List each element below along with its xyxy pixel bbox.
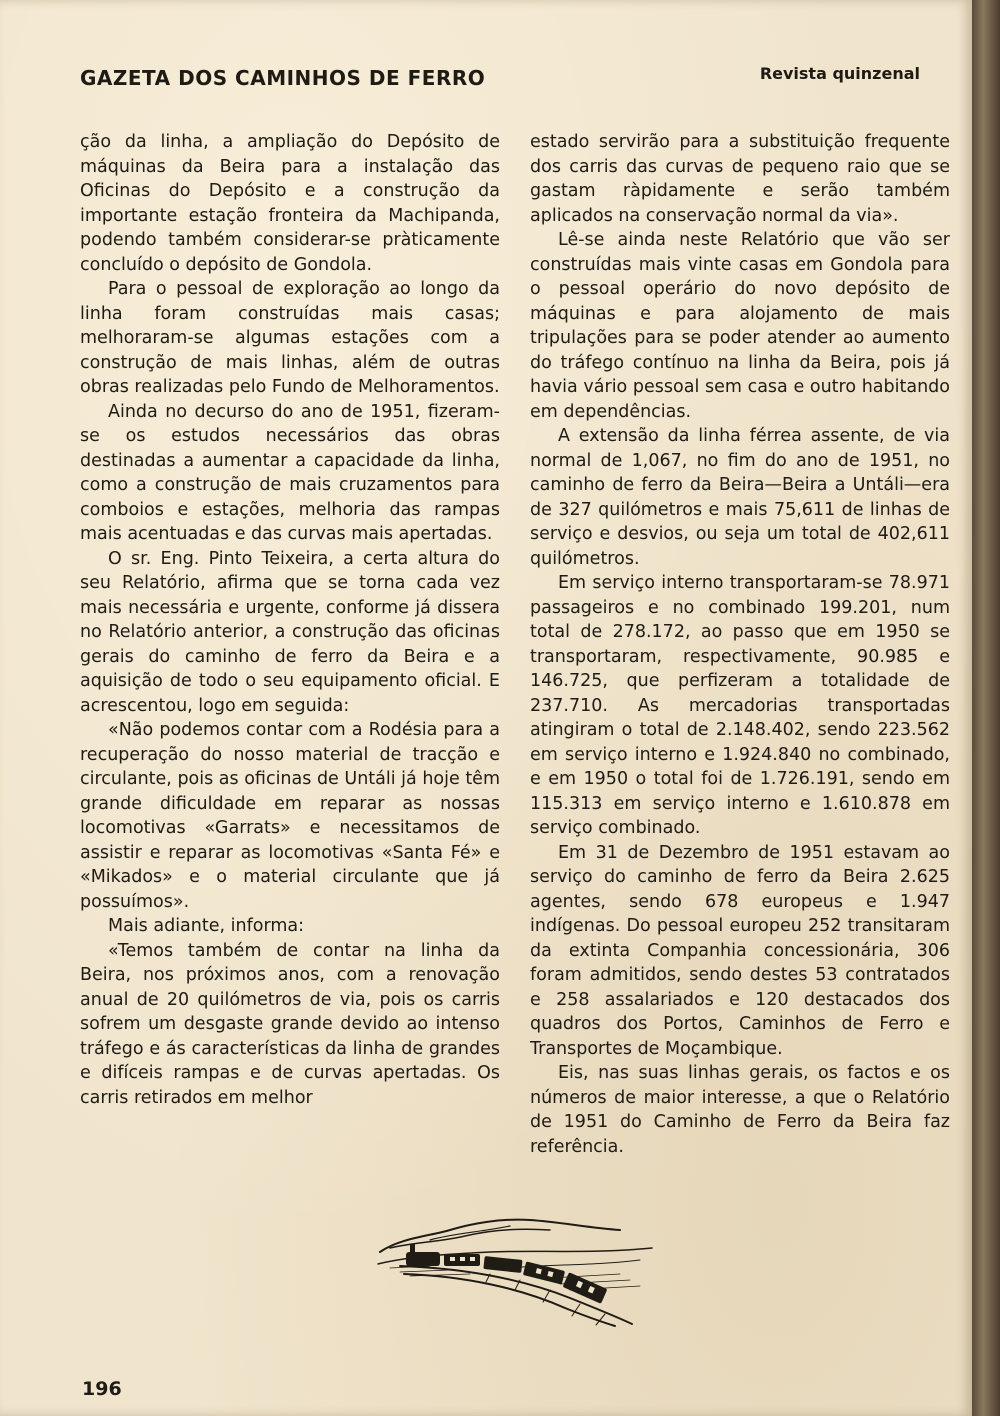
book-binding [972, 0, 1000, 1416]
paragraph: Mais adiante, informa: [108, 916, 305, 936]
paragraph: ção da linha, a ampliação do Depósito de máquinas da Beira para a instalação das Oficinas do Depósito e a construção da importante estação fronteira da Machipanda, podendo também considerar-se pràticamente concluído o depósito de Gondola. [80, 132, 500, 275]
paragraph: Ainda no decurso do ano de 1951, fizeram-se os estudos necessários das obras destinadas a aumentar a capacidade da linha, como a construção de mais cruzamentos para comboios e estações, melhoria das rampas mais acentuadas e das curvas mais apertadas. [80, 401, 500, 544]
train-vignette-icon [370, 1208, 660, 1328]
paragraph: A extensão da linha férrea assente, de via normal de 1,067, no fim do ano de 1951, no caminho de ferro da Beira—Beira a Untáli—era de 327 quilómetros e mais 75,611 de linhas de serviço e desvios, ou seja um total de 402,611 quilómetros. [530, 426, 950, 569]
page-subtitle: Revista quinzenal [759, 64, 920, 83]
page-title: GAZETA DOS CAMINHOS DE FERRO [80, 66, 486, 90]
right-column [530, 130, 950, 1159]
paragraph: estado servirão para a substituição frequente dos carris das curvas de pequeno raio que se gastam ràpidamente e serão também aplicados na conservação normal da via». [530, 132, 950, 226]
quote-paragraph: «Não podemos contar com a Rodésia para a recuperação do nosso material de tracção e circulante, pois as oficinas de Untáli já hoje têm grande dificuldade em reparar as nossas locomotivas «Garrats» e necessitamos de assistir e reparar as locomotivas «Santa Fé» e «Mikados» e o material circulante que já possuímos». [80, 720, 500, 912]
paragraph: Eis, nas suas linhas gerais, os factos e os números de maior interesse, a que o Relatório de 1951 do Caminho de Ferro da Beira faz referência. [530, 1063, 950, 1157]
paragraph: Lê-se ainda neste Relatório que vão ser construídas mais vinte casas em Gondola para o pessoal operário do novo depósito de máquinas e para alojamento de mais tripulações para se poder atender ao aumento do tráfego contínuo na linha da Beira, pois já havia vário pessoal sem casa e outro habitando em dependências. [530, 230, 950, 422]
paragraph: O sr. Eng. Pinto Teixeira, a certa altura do seu Relatório, afirma que se torna cada vez mais necessária e urgente, conforme já dissera no Relatório anterior, a construção das oficinas gerais do caminho de ferro da Beira e a aquisição de todo o seu equipamento oficial. E acrescentou, logo em seguida: [80, 548, 500, 716]
paragraph: Em 31 de Dezembro de 1951 estavam ao serviço do caminho de ferro da Beira 2.625 agentes, sendo 678 europeus e 1.947 indígenas. Do pessoal europeu 252 transitaram da extinta Companhia concessionária, 306 foram admitidos, sendo destes 53 contratados e 258 assalariados e 120 destacados dos quadros dos Portos, Caminhos de Ferro e Transportes de Moçambique. [530, 842, 950, 1059]
quote-paragraph: «Temos também de contar na linha da Beira, nos próximos anos, com a renovação anual de 20 quilómetros de via, pois os carris sofrem um desgaste grande devido ao intenso tráfego e ás características da linha de grandes e difíceis rampas e de curvas apertadas. Os carris retirados em melhor [80, 940, 500, 1108]
paragraph: Para o pessoal de exploração ao longo da linha foram construídas mais casas; melhoraram-se algumas estações com a construção de mais linhas, além de outras obras realizadas pelo Fundo de Melhoramentos. [80, 279, 500, 397]
page-number: 196 [82, 1378, 122, 1400]
left-column [80, 130, 500, 1110]
paragraph: Em serviço interno transportaram-se 78.971 passageiros e no combinado 199.201, num total de 278.172, ao passo que em 1950 se transportaram, respectivamente, 90.985 e 146.725, que perfizeram a totalidade de 237.710. As mercadorias transportadas atingiram o total de 2.148.402, sendo 223.562 em serviço interno e 1.924.840 no combinado, e em 1950 o total foi de 1.726.191, sendo em 115.313 em serviço interno e 1.610.878 em serviço combinado. [530, 573, 950, 838]
